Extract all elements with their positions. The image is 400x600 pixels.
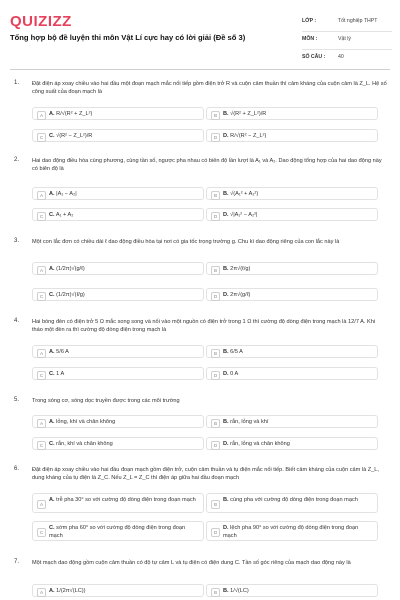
option-label: C. bbox=[49, 441, 55, 447]
option-text: lỏng, khí và chân không bbox=[56, 419, 116, 425]
document-meta bbox=[302, 14, 392, 67]
option-label: C. bbox=[49, 292, 55, 298]
option-text: √|A₁² − A₂²| bbox=[230, 212, 258, 218]
question-text: Một con lắc đơn có chiều dài ℓ dao động điều hòa tại nơi có gia tốc trọng trường g. Chu kì dao động riêng của con lắc này là bbox=[32, 239, 340, 245]
quizizz-logo: QUIZIZZ bbox=[10, 13, 72, 30]
option-label: A. bbox=[49, 266, 55, 272]
option-text: (1/2π)√(ℓ/g) bbox=[56, 292, 85, 298]
option-label: D. bbox=[223, 441, 229, 447]
option-a[interactable] bbox=[32, 345, 204, 358]
option-letter-badge: A bbox=[37, 191, 46, 200]
option-letter-badge: D bbox=[211, 441, 220, 450]
option-text: 1/√(LC) bbox=[230, 588, 249, 594]
option-a[interactable] bbox=[32, 187, 204, 200]
option-label: D. bbox=[223, 212, 229, 218]
option-letter-badge: B bbox=[211, 266, 220, 275]
question-number: 3. bbox=[14, 238, 20, 244]
option-text: trễ pha 30° so với cường độ dòng điện trong đoạn mạch bbox=[56, 497, 196, 503]
meta-key: LỚP : bbox=[302, 18, 317, 24]
option-b[interactable] bbox=[206, 345, 378, 358]
option-d[interactable] bbox=[206, 367, 378, 380]
option-label: A. bbox=[49, 419, 55, 425]
option-letter-badge: D bbox=[211, 133, 220, 142]
question-number: 1. bbox=[14, 80, 20, 86]
option-b[interactable] bbox=[206, 107, 378, 120]
option-text: sớm pha 60° so với cường độ dòng điện trong đoạn mạch bbox=[49, 525, 186, 539]
option-b[interactable] bbox=[206, 493, 378, 513]
option-text: rắn, khí và chân không bbox=[56, 441, 113, 447]
option-label: B. bbox=[223, 497, 229, 503]
option-letter-badge: D bbox=[211, 528, 220, 537]
option-letter-badge: B bbox=[211, 500, 220, 509]
meta-row-count bbox=[302, 50, 392, 67]
option-text: 0 A bbox=[230, 371, 239, 377]
option-text: R/√(R² + Z_L²) bbox=[56, 111, 93, 117]
option-d[interactable] bbox=[206, 208, 378, 221]
question-text: Đặt điện áp xoay chiều vào hai đầu đoạn mạch gồm điện trở, cuộn cảm thuần và tụ điện mắc nối tiếp. Biết cảm kháng của cuộn cảm là Z_L, dung kháng của tụ điện là Z_C. Nếu Z_L = Z_C thì điện áp giữa hai đầu đoạn mạch bbox=[32, 467, 379, 482]
option-letter-badge: C bbox=[37, 212, 46, 221]
option-text: 2π√(ℓ/g) bbox=[230, 266, 251, 272]
option-label: D. bbox=[223, 371, 229, 377]
option-letter-badge: A bbox=[37, 588, 46, 597]
option-text: √(A₁² + A₂²) bbox=[230, 191, 259, 197]
option-c[interactable] bbox=[32, 521, 204, 541]
option-b[interactable] bbox=[206, 187, 378, 200]
question-number: 2. bbox=[14, 157, 20, 163]
option-label: B. bbox=[223, 349, 229, 355]
option-letter-badge: C bbox=[37, 528, 46, 537]
option-letter-badge: A bbox=[37, 500, 46, 509]
option-label: B. bbox=[223, 419, 229, 425]
option-letter-badge: A bbox=[37, 111, 46, 120]
option-letter-badge: B bbox=[211, 588, 220, 597]
option-label: B. bbox=[223, 588, 229, 594]
option-c[interactable] bbox=[32, 437, 204, 450]
option-a[interactable] bbox=[32, 584, 204, 597]
option-letter-badge: D bbox=[211, 292, 220, 301]
option-b[interactable] bbox=[206, 415, 378, 428]
option-label: A. bbox=[49, 349, 55, 355]
question-text: Trong sóng cơ, sóng dọc truyền được trong các môi trường bbox=[32, 398, 180, 404]
option-label: A. bbox=[49, 497, 55, 503]
option-label: D. bbox=[223, 133, 229, 139]
header-divider bbox=[10, 69, 390, 70]
option-letter-badge: C bbox=[37, 133, 46, 142]
document-title: Tổng hợp bộ đề luyện thi môn Vật Lí cực hay có lời giải (Đề số 3) bbox=[10, 33, 246, 42]
option-label: D. bbox=[223, 525, 229, 531]
option-label: D. bbox=[223, 292, 229, 298]
meta-value: Vật lý bbox=[338, 36, 351, 42]
option-a[interactable] bbox=[32, 107, 204, 120]
option-text: A₁ + A₂ bbox=[55, 212, 74, 218]
question-text: Một mạch dao động gồm cuộn cảm thuần có độ tự cảm L và tụ điện có điện dung C. Tần số góc riêng của mạch dao động này là bbox=[32, 560, 351, 566]
option-letter-badge: B bbox=[211, 349, 220, 358]
meta-value: Tốt nghiệp THPT bbox=[338, 18, 378, 24]
option-text: |A₁ − A₂| bbox=[56, 191, 77, 197]
option-a[interactable] bbox=[32, 262, 204, 275]
option-letter-badge: B bbox=[211, 419, 220, 428]
question-number: 7. bbox=[14, 559, 20, 565]
option-text: 2π√(g/ℓ) bbox=[230, 292, 251, 298]
option-d[interactable] bbox=[206, 521, 378, 541]
option-label: A. bbox=[49, 111, 55, 117]
question-text: Đặt điện áp xoay chiều vào hai đầu một đoạn mạch mắc nối tiếp gồm điện trở R và cuộn cảm thuần thì cảm kháng của cuộn cảm là Z_L. Hệ số công suất của đoạn mạch là bbox=[32, 81, 387, 96]
option-text: rắn, lỏng và khí bbox=[230, 419, 269, 425]
question-text: Hai bóng đèn có điện trở 5 Ω mắc song song và nối vào một nguồn có điện trở trong 1 Ω thì cường độ dòng điện trong mạch là 12/7 A. Khi tháo một đèn ra thì cường độ dòng điện trong mạch là bbox=[32, 319, 376, 334]
option-label: C. bbox=[49, 525, 55, 531]
option-text: R/√(R² − Z_L²) bbox=[230, 133, 267, 139]
option-c[interactable] bbox=[32, 367, 204, 380]
meta-value: 40 bbox=[338, 54, 344, 60]
option-d[interactable] bbox=[206, 437, 378, 450]
option-letter-badge: B bbox=[211, 111, 220, 120]
meta-row-class bbox=[302, 14, 392, 32]
question-number: 4. bbox=[14, 318, 20, 324]
option-letter-badge: B bbox=[211, 191, 220, 200]
option-text: rắn, lỏng và chân không bbox=[230, 441, 290, 447]
option-letter-badge: D bbox=[211, 371, 220, 380]
question-number: 5. bbox=[14, 397, 20, 403]
option-c[interactable] bbox=[32, 208, 204, 221]
option-letter-badge: D bbox=[211, 212, 220, 221]
option-c[interactable] bbox=[32, 288, 204, 301]
option-letter-badge: C bbox=[37, 441, 46, 450]
option-a[interactable] bbox=[32, 493, 204, 513]
option-a[interactable] bbox=[32, 415, 204, 428]
option-text: (1/2π)√(g/ℓ) bbox=[56, 266, 85, 272]
option-label: C. bbox=[49, 371, 55, 377]
option-label: B. bbox=[223, 111, 229, 117]
option-text: lệch pha 90° so với cường độ dòng điện trong đoạn mạch bbox=[223, 525, 359, 539]
option-text: 1/(2π√(LC)) bbox=[56, 588, 86, 594]
option-text: 5/6 A bbox=[56, 349, 69, 355]
option-letter-badge: C bbox=[37, 371, 46, 380]
option-letter-badge: A bbox=[37, 419, 46, 428]
option-c[interactable] bbox=[32, 129, 204, 142]
option-text: 6/5 A bbox=[230, 349, 243, 355]
option-label: C. bbox=[49, 212, 55, 218]
option-label: C. bbox=[49, 133, 55, 139]
option-text: cùng pha với cường độ dòng điện trong đoạn mạch bbox=[230, 497, 358, 503]
option-letter-badge: C bbox=[37, 292, 46, 301]
option-text: √(R² − Z_L²)/R bbox=[56, 133, 93, 139]
option-b[interactable] bbox=[206, 584, 378, 597]
option-label: A. bbox=[49, 588, 55, 594]
meta-row-subject bbox=[302, 32, 392, 50]
option-text: √(R² + Z_L²)/R bbox=[230, 111, 267, 117]
question-text: Hai dao động điều hòa cùng phương, cùng tần số, ngược pha nhau có biên độ lần lượt là A₁ và A₂. Dao động tổng hợp của hai dao động này có biên độ là bbox=[32, 158, 382, 173]
option-d[interactable] bbox=[206, 129, 378, 142]
option-letter-badge: A bbox=[37, 266, 46, 275]
option-letter-badge: A bbox=[37, 349, 46, 358]
meta-key: MÔN : bbox=[302, 36, 318, 42]
option-label: B. bbox=[223, 191, 229, 197]
option-label: B. bbox=[223, 266, 229, 272]
meta-key: SỐ CÂU : bbox=[302, 54, 326, 60]
option-text: 1 A bbox=[56, 371, 65, 377]
option-d[interactable] bbox=[206, 288, 378, 301]
option-b[interactable] bbox=[206, 262, 378, 275]
question-number: 6. bbox=[14, 466, 20, 472]
option-label: A. bbox=[49, 191, 55, 197]
